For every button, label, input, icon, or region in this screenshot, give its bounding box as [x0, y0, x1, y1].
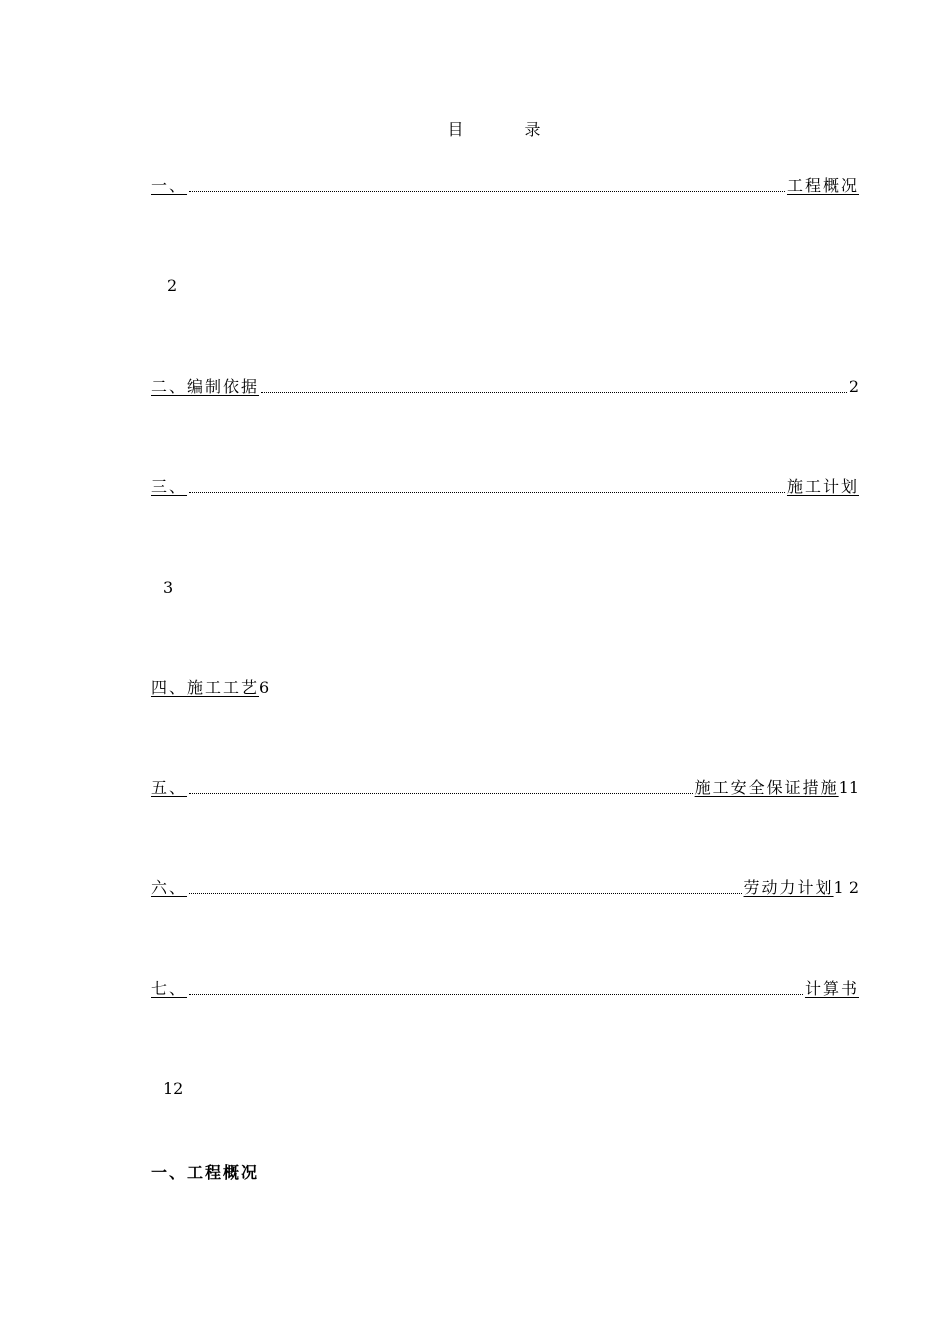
toc-title: 目 录 — [447, 120, 569, 139]
toc-entry-title: 劳动力计划 — [743, 878, 834, 897]
toc-entry-7[interactable] — [151, 979, 859, 999]
section-heading: 一、工程概况 — [151, 1163, 260, 1182]
toc-entry-1[interactable] — [151, 176, 859, 196]
toc-entry-label: 五、 — [151, 778, 188, 797]
toc-entry-title: 工程概况 — [786, 176, 859, 195]
toc-leader-dots — [189, 792, 693, 794]
toc-leader-dots — [261, 391, 847, 393]
toc-leader-dots — [189, 993, 803, 995]
toc-entry-5[interactable] — [151, 778, 859, 798]
toc-entry-label: 七、 — [151, 979, 188, 998]
toc-entry-page: 6 — [259, 678, 270, 697]
toc-entry-4[interactable] — [151, 678, 269, 698]
toc-leader-dots — [189, 190, 785, 192]
toc-entry-page: 1 2 — [833, 878, 859, 897]
toc-entry-label: 四、施工工艺 — [151, 678, 260, 697]
toc-entry-3[interactable] — [151, 477, 859, 497]
toc-entry-label: 一、 — [151, 176, 188, 195]
toc-entry-label: 三、 — [151, 477, 188, 496]
toc-entry-label: 二、编制依据 — [151, 377, 260, 396]
toc-entry-page: 11 — [838, 778, 859, 797]
toc-entry-title: 计算书 — [804, 979, 859, 998]
toc-entry-2[interactable] — [151, 377, 859, 397]
toc-leader-dots — [189, 491, 785, 493]
toc-entry-page: 3 — [163, 578, 174, 597]
toc-leader-dots — [189, 892, 742, 894]
toc-entry-label: 六、 — [151, 878, 188, 897]
toc-entry-title: 施工计划 — [786, 477, 859, 496]
toc-entry-6[interactable] — [151, 878, 859, 898]
toc-entry-page: 12 — [163, 1079, 184, 1098]
toc-entry-page: 2 — [848, 377, 859, 396]
toc-entry-page: 2 — [167, 276, 178, 295]
toc-entry-title: 施工安全保证措施 — [694, 778, 839, 797]
